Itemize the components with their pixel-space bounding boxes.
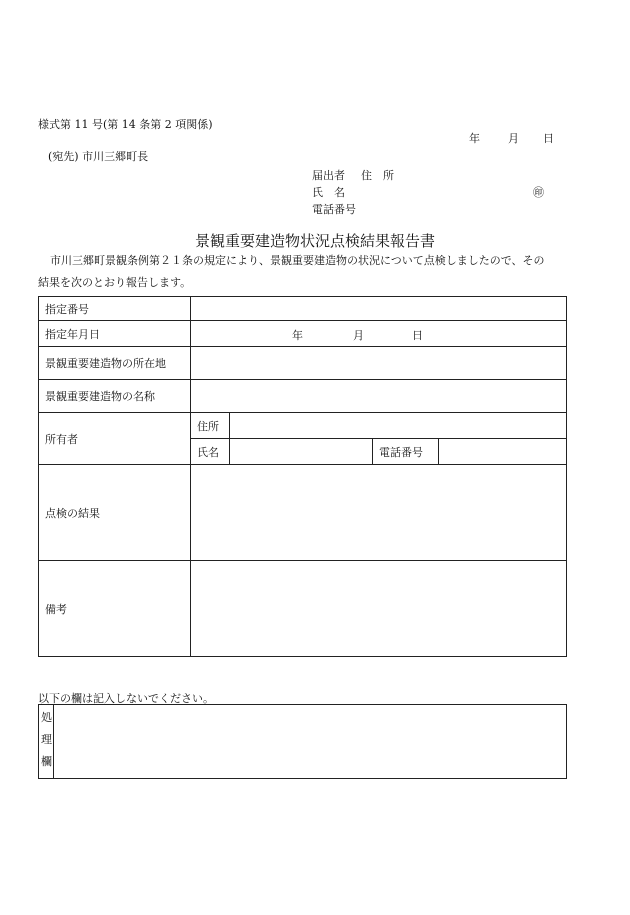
- building-location-field[interactable]: [191, 347, 567, 380]
- notifier-phone-label: 電話番号: [312, 203, 356, 216]
- designation-date-field[interactable]: [191, 321, 567, 347]
- building-location-label: 景観重要建造物の所在地: [39, 347, 191, 380]
- notifier-address-label: 住 所: [361, 169, 394, 182]
- owner-address-field[interactable]: [230, 413, 567, 439]
- owner-name-field[interactable]: [230, 439, 373, 465]
- building-name-field[interactable]: [191, 380, 567, 413]
- date-day-label: 日: [543, 132, 554, 145]
- owner-address-label: 住所: [191, 413, 230, 439]
- remarks-field[interactable]: [191, 561, 567, 657]
- designation-date-day: 日: [412, 328, 423, 342]
- processing-note: 以下の欄は記入しないでください。: [38, 692, 214, 705]
- owner-phone-label: 電話番号: [373, 439, 439, 465]
- designation-number-field[interactable]: [191, 297, 567, 321]
- notifier-name-label: 氏 名: [312, 186, 345, 199]
- processing-label: [39, 705, 54, 779]
- processing-label-char-3: 欄: [41, 755, 52, 768]
- designation-date-month: 月: [353, 328, 364, 342]
- report-form-table: [38, 296, 567, 657]
- building-name-label: 景観重要建造物の名称: [39, 380, 191, 413]
- document-title: 景観重要建造物状況点検結果報告書: [194, 232, 435, 250]
- designation-date-year: 年: [292, 328, 303, 342]
- processing-label-char-1: 処: [41, 711, 52, 724]
- body-text-line1: 市川三郷町景観条例第２１条の規定により、景観重要建造物の状況について点検しましたので、その: [50, 254, 545, 267]
- processing-label-char-2: 理: [41, 733, 52, 746]
- processing-table: [38, 704, 567, 779]
- body-text-line2: 結果を次のとおり報告します。: [38, 276, 192, 289]
- owner-label: 所有者: [39, 413, 191, 465]
- designation-date-label: 指定年月日: [39, 321, 191, 347]
- seal-mark: ㊞: [533, 186, 544, 199]
- notifier-label: 届出者: [312, 169, 345, 182]
- inspection-result-field[interactable]: [191, 465, 567, 561]
- remarks-label: 備考: [39, 561, 191, 657]
- processing-field: [54, 705, 567, 779]
- designation-number-label: 指定番号: [39, 297, 191, 321]
- date-year-label: 年: [469, 132, 480, 145]
- owner-name-label: 氏名: [191, 439, 230, 465]
- addressee: (宛先) 市川三郷町長: [48, 150, 149, 163]
- inspection-result-label: 点検の結果: [39, 465, 191, 561]
- owner-phone-field[interactable]: [439, 439, 567, 465]
- form-number: 様式第 11 号(第 14 条第 2 項関係): [38, 118, 213, 131]
- date-month-label: 月: [508, 132, 519, 145]
